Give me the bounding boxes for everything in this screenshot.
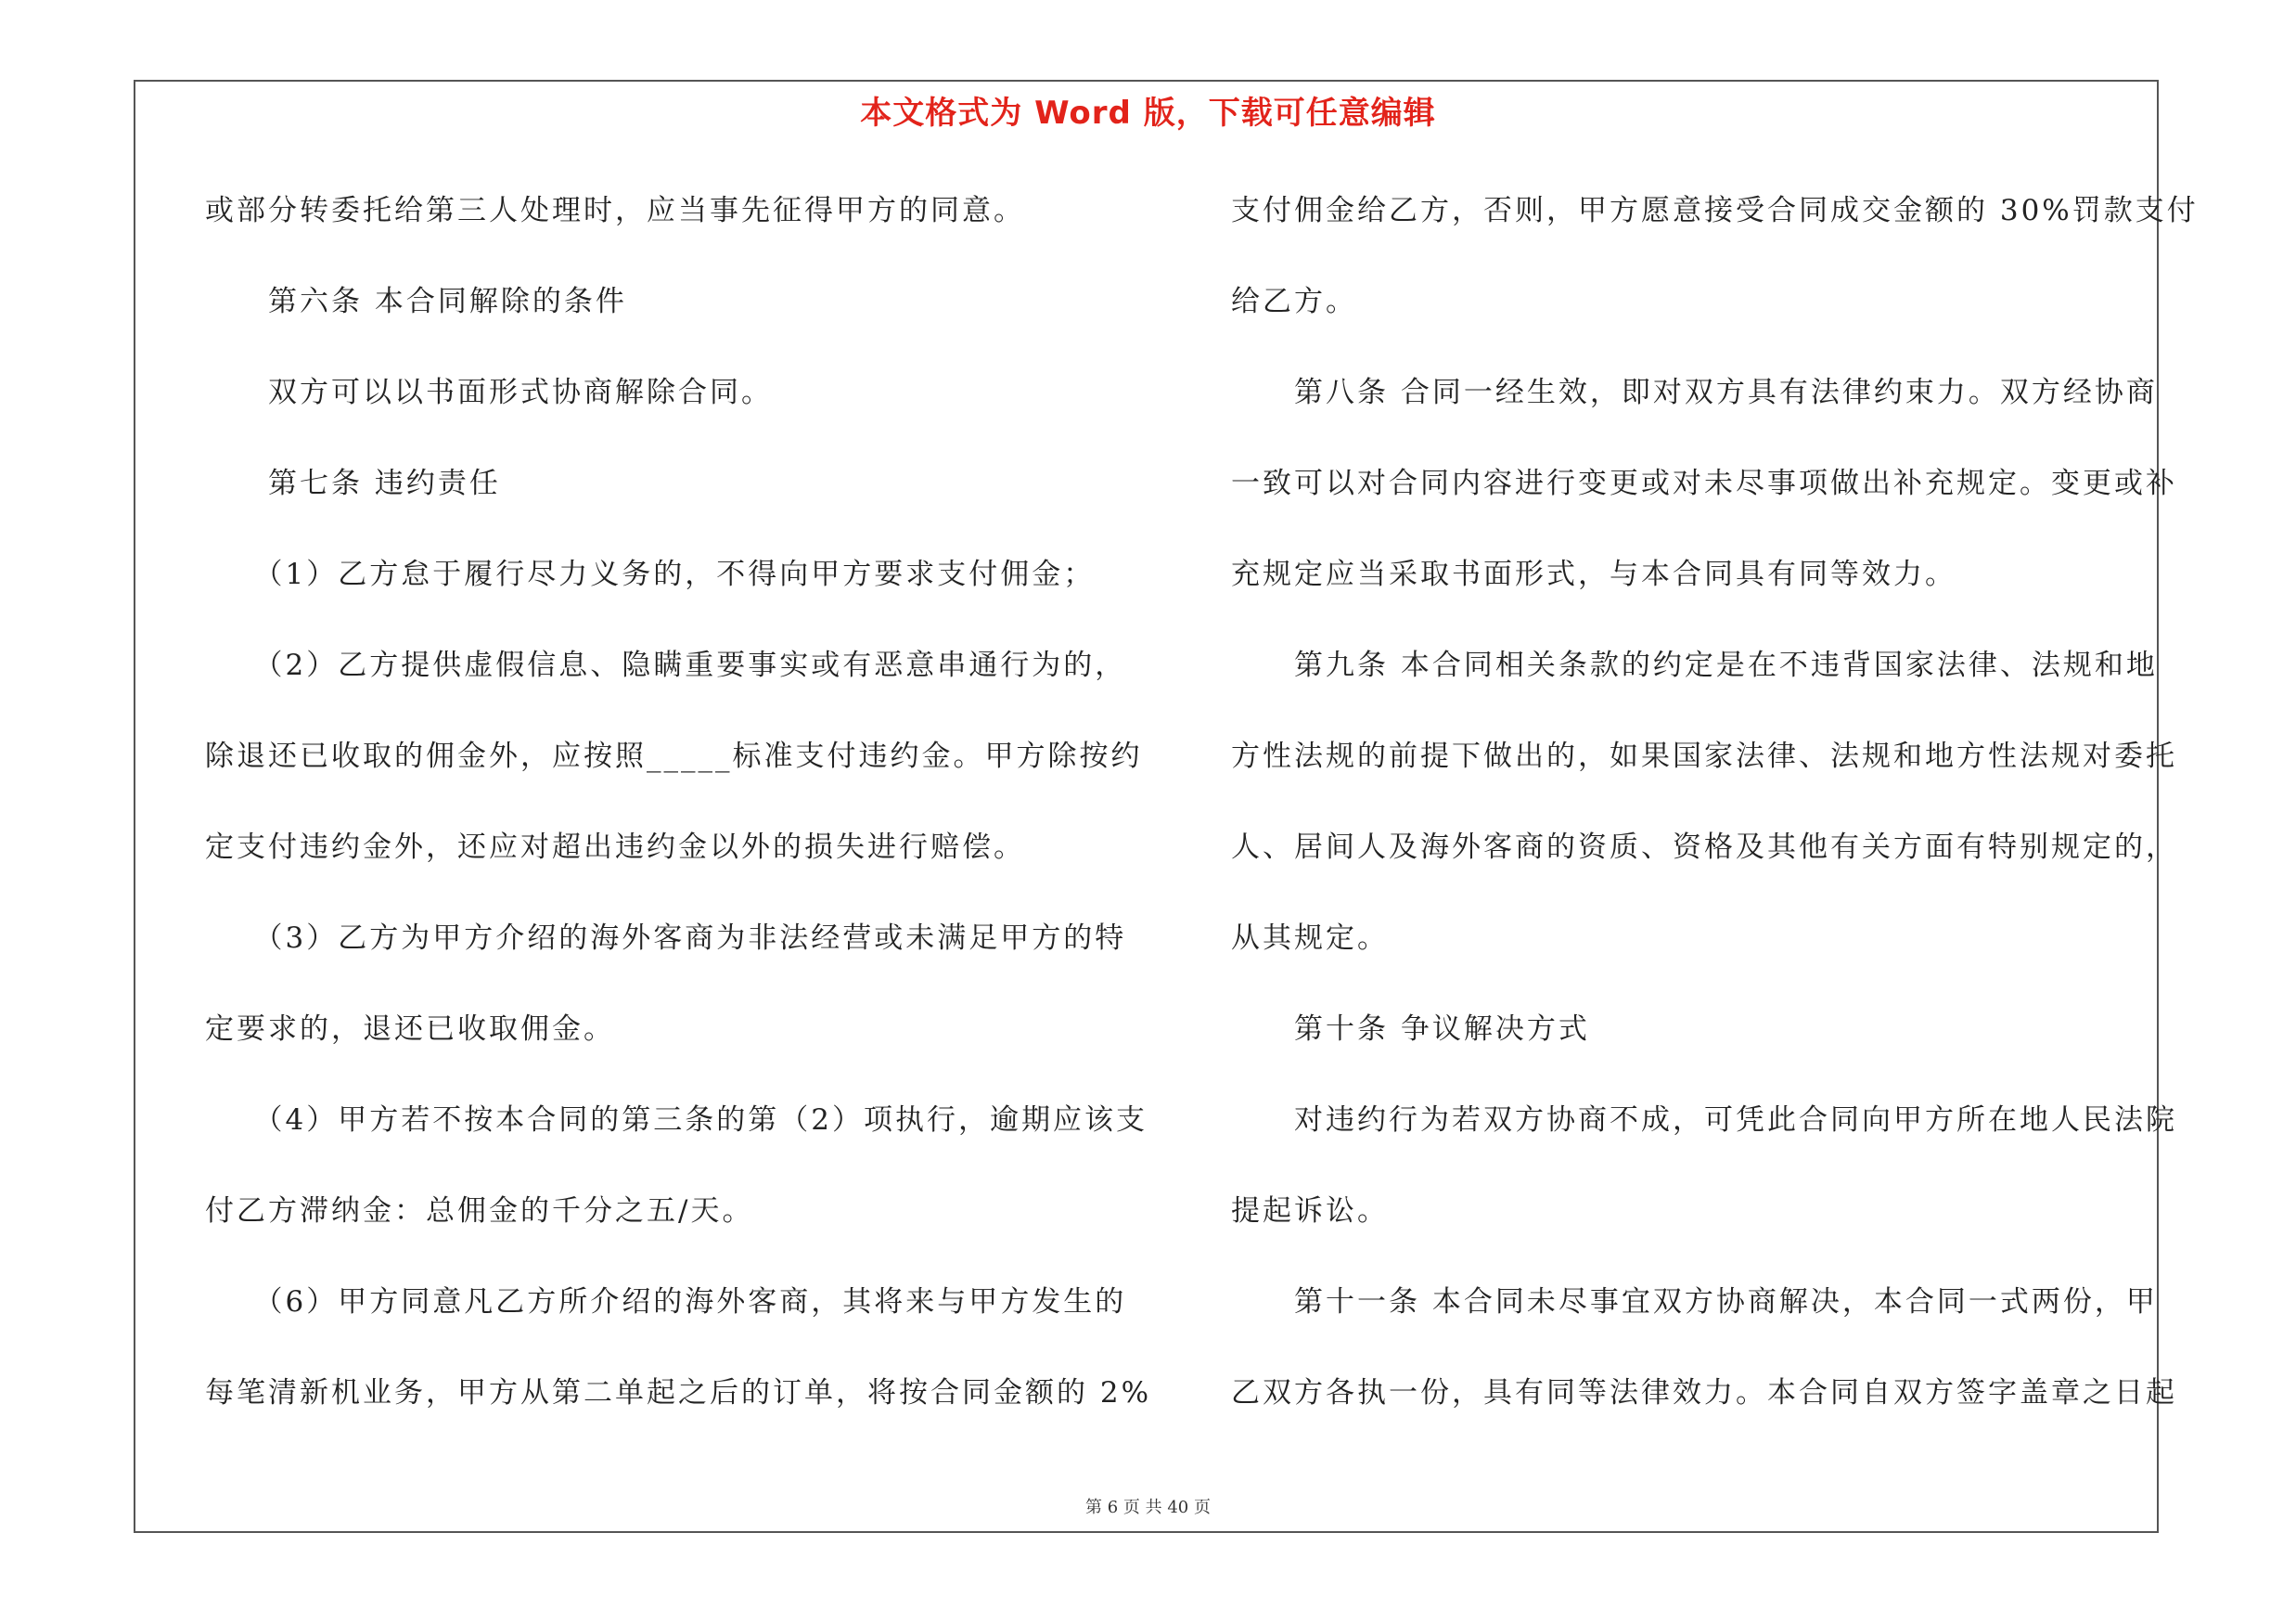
text-line: （1）乙方怠于履行尽力义务的，不得向甲方要求支付佣金；	[205, 558, 1096, 591]
text-line: 付乙方滞纳金：总佣金的千分之五/天。	[205, 1194, 754, 1228]
page-number: 第 6 页 共 40 页	[1085, 1498, 1211, 1517]
text-line: 双方可以以书面形式协商解除合同。	[205, 376, 773, 409]
text-line: 第九条 本合同相关条款的约定是在不违背国家法律、法规和地	[1231, 649, 2158, 682]
text-line: 一致可以对合同内容进行变更或对未尽事项做出补充规定。变更或补	[1231, 467, 2177, 500]
text-line: 第十条 争议解决方式	[1231, 1012, 1590, 1046]
text-line: 对违约行为若双方协商不成，可凭此合同向甲方所在地人民法院	[1231, 1103, 2177, 1137]
text-line: 除退还已收取的佣金外，应按照_____标准支付违约金。甲方除按约	[205, 740, 1143, 773]
text-line: 从其规定。	[1231, 921, 1389, 955]
text-line: 或部分转委托给第三人处理时，应当事先征得甲方的同意。	[205, 194, 1025, 227]
text-line: 人、居间人及海外客商的资质、资格及其他有关方面有特别规定的，	[1231, 831, 2177, 864]
text-line: 定支付违约金外，还应对超出违约金以外的损失进行赔偿。	[205, 831, 1025, 864]
text-line: （6）甲方同意凡乙方所介绍的海外客商，其将来与甲方发生的	[205, 1285, 1127, 1319]
text-line: 第七条 违约责任	[205, 467, 501, 500]
text-line: 充规定应当采取书面形式，与本合同具有同等效力。	[1231, 558, 1956, 591]
text-line: 第八条 合同一经生效，即对双方具有法律约束力。双方经协商	[1231, 376, 2158, 409]
format-banner: 本文格式为 Word 版，下载可任意编辑	[860, 95, 1436, 132]
text-line: 每笔清新机业务，甲方从第二单起之后的订单，将按合同金额的 2%	[205, 1376, 1152, 1410]
text-line: 乙双方各执一份，具有同等法律效力。本合同自双方签字盖章之日起	[1231, 1376, 2177, 1410]
text-line: 第十一条 本合同未尽事宜双方协商解决，本合同一式两份，甲	[1231, 1285, 2158, 1319]
right-column	[1231, 181, 2199, 1454]
text-line: （4）甲方若不按本合同的第三条的第（2）项执行，逾期应该支	[205, 1103, 1148, 1137]
text-line: 支付佣金给乙方，否则，甲方愿意接受合同成交金额的 30%罚款支付	[1231, 194, 2199, 227]
text-line: （2）乙方提供虚假信息、隐瞒重要事实或有恶意串通行为的，	[205, 649, 1127, 682]
text-line: 定要求的，退还已收取佣金。	[205, 1012, 615, 1046]
text-line: 给乙方。	[1231, 285, 1357, 318]
text-line: 第六条 本合同解除的条件	[205, 285, 627, 318]
left-column	[205, 181, 1152, 1454]
text-line: （3）乙方为甲方介绍的海外客商为非法经营或未满足甲方的特	[205, 921, 1127, 955]
text-line: 方性法规的前提下做出的，如果国家法律、法规和地方性法规对委托	[1231, 740, 2177, 773]
text-line: 提起诉讼。	[1231, 1194, 1389, 1228]
